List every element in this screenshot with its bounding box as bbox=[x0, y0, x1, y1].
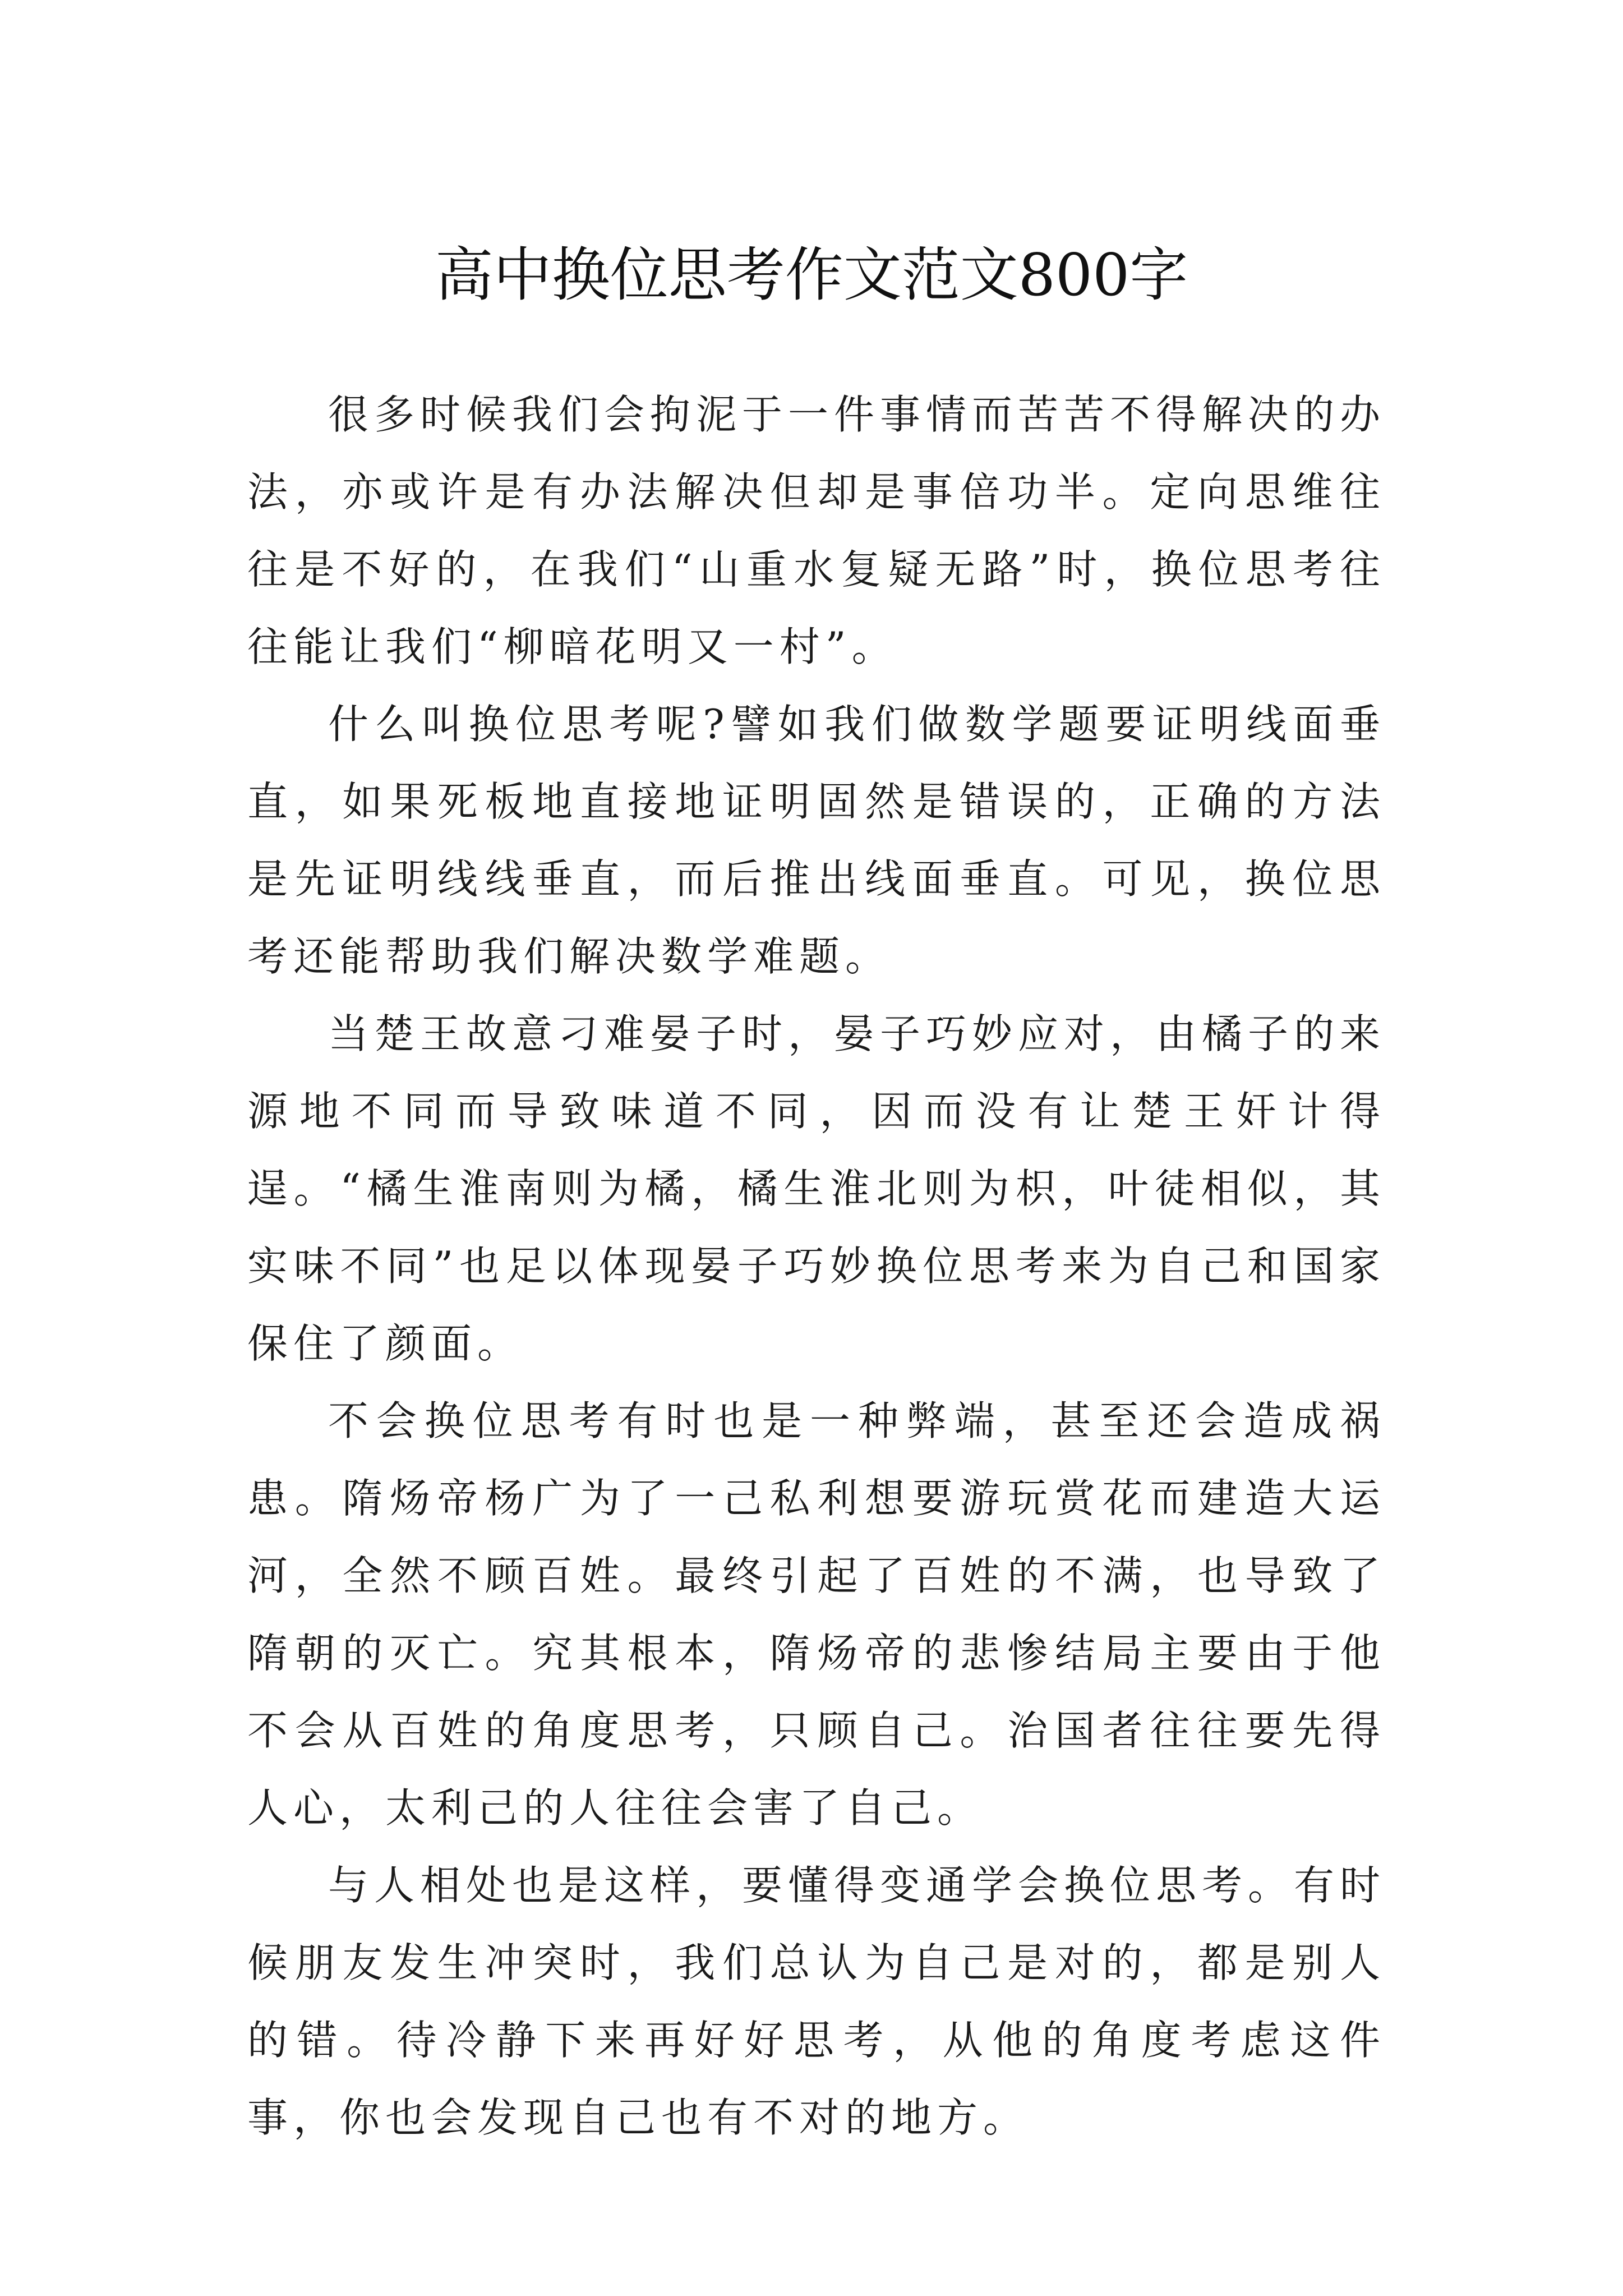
paragraph-3: 当楚王故意刁难晏子时，晏子巧妙应对，由橘子的来源地不同而导致味道不同，因而没有让楚王奸计得逞。“橘生淮南则为橘，橘生淮北则为枳，叶徒相似，其实味不同”也足以体现晏子巧妙换位思考来为自己和国家保住了颜面。 bbox=[247, 1010, 1386, 1367]
paragraph-5: 与人相处也是这样，要懂得变通学会换位思考。有时候朋友发生冲突时，我们总认为自己是对的，都是别人的错。待冷静下来再好好思考，从他的角度考虑这件事，你也会发现自己也有不对的地方。 bbox=[247, 1862, 1386, 2141]
paragraph-1: 很多时候我们会拘泥于一件事情而苦苦不得解决的办法，亦或许是有办法解决但却是事倍功半。定向思维往往是不好的，在我们“山重水复疑无路”时，换位思考往往能让我们“柳暗花明又一村”。 bbox=[247, 391, 1386, 670]
paragraph-2: 什么叫换位思考呢?譬如我们做数学题要证明线面垂直，如果死板地直接地证明固然是错误的，正确的方法是先证明线线垂直，而后推出线面垂直。可见，换位思考还能帮助我们解决数学难题。 bbox=[247, 701, 1386, 980]
document-body bbox=[247, 376, 1386, 2156]
document-title: 高中换位思考作文范文800字 bbox=[435, 240, 1188, 309]
paragraph-4: 不会换位思考有时也是一种弊端，甚至还会造成祸患。隋炀帝杨广为了一己私利想要游玩赏花而建造大运河，全然不顾百姓。最终引起了百姓的不满，也导致了隋朝的灭亡。究其根本，隋炀帝的悲惨结局主要由于他不会从百姓的角度思考，只顾自己。治国者往往要先得人心，太利己的人往往会害了自己。 bbox=[247, 1397, 1386, 1832]
